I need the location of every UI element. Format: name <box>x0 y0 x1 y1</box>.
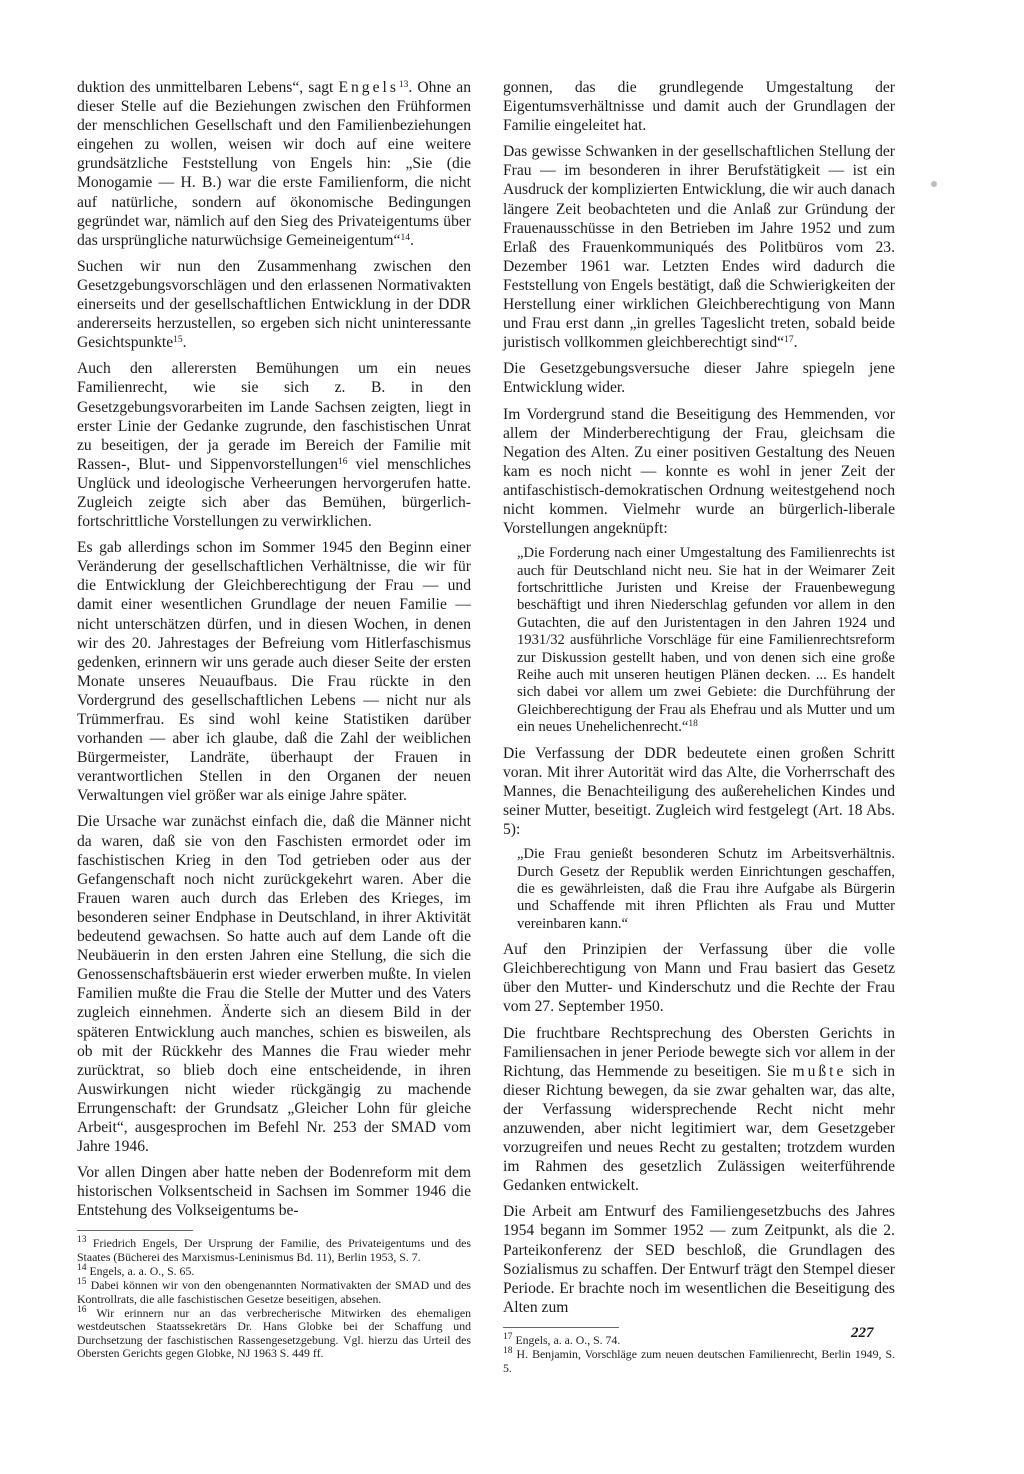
footnote-ref[interactable]: 14 <box>400 232 410 243</box>
block-quote: „Die Frau genießt besonderen Schutz im Arbeitsverhältnis. Durch Gesetz der Republik werden Einrichtungen geschaffen, die es gewährleisten, daß die Frau ihre Aufgabe als Bürgerin und Schaffende mit ihren Pflichten als Frau und Mutter vereinbaren kann.“ <box>517 846 895 932</box>
spaced-name: Engels <box>338 79 399 96</box>
footnote: $^{17}$ Engels, a. a. O., S. 74. <box>503 1331 621 1347</box>
paragraph: Die Gesetzgebungsversuche dieser Jahre spiegeln jene Entwicklung wider. <box>503 360 895 397</box>
footnote: $^{13}$ Friedrich Engels, Der Ursprung der Familie, des Privateigentums und des Staates (Bücherei des Marxismus-Leninismus Bd. 11), Berlin 1953, S. 7. <box>77 1235 471 1264</box>
paragraph: Im Vordergrund stand die Beseitigung des Hemmenden, vor allem der Minderberechtigung der Frau, gleichsam die Negation des Alten. Zu einer positiven Gestaltung des Neuen kam es noch nicht — konnte es wohl in jener Zeit der antifaschistisch-demokratischen Ordnung weitestgehend noch nicht kommen. Vielmehr wurde an bürgerlich-liberale Vorstellungen angeknüpft: <box>503 405 895 538</box>
footnote: $^{18}$ H. Benjamin, Vorschläge zum neuen deutschen Familienrecht, Berlin 1949, S. 5. <box>503 1346 895 1375</box>
footnote-ref[interactable]: 15 <box>173 335 183 346</box>
right-column <box>503 78 895 1376</box>
paragraph: Suchen wir nun den Zusammenhang zwischen den Gesetzgebungsvorschlägen und den erlassenen Normativakten einerseits und der gesellschaftlichen Entwicklung in der DDR andererseits herzustellen, so ergeben sich nicht uninteressante Gesichtspunkte$^{15}$. <box>77 257 471 352</box>
paragraph: Die Arbeit am Entwurf des Familiengesetzbuchs des Jahres 1954 begann im Sommer 1952 — zum Zeitpunkt, als die 2. Parteikonferenz der SED beschloß, die Grundlagen des Sozialismus zu schaffen. Der Entwurf trägt den Stempel dieser Periode. Er brachte noch im wesentlichen die Beseitigung des Alten zum <box>503 1203 895 1316</box>
footnote-ref[interactable]: 13 <box>398 80 409 90</box>
paragraph: Die Verfassung der DDR bedeutete einen großen Schritt voran. Mit ihrer Autorität wird das Alte, die Vorherrschaft des Mannes, die Benachteiligung des außerehelichen Kindes und seiner Mutter, beseitigt. Zugleich wird festgelegt (Art. 18 Abs. 5): <box>503 744 895 838</box>
footnote: $^{14}$ Engels, a. a. O., S. 65. <box>77 1263 195 1279</box>
block-quote: „Die Forderung nach einer Umgestaltung des Familienrechts ist auch für Deutschland nicht neu. Sie hat in der Weimarer Zeit fortschrittliche Juristen und Kreise der Frauenbewegung beschäftigt und ihren Niederschlag gefunden vor allem in den Gutachten, die auf den Juristentagen in den Jahren 1924 und 1931/32 ausführliche Vorschläge für eine Familienrechtsreform zur Diskussion gestellt haben, und von denen sich eine große Reihe auch mit unseren heutigen Plänen decken. ... Es handelt sich dabei vor allem um zwei Gebiete: die Durchführung der Gleichberechtigung der Frau als Ehefrau und als Mutter und um ein neues Unehelichenrecht.“$^{18}$ <box>517 545 895 736</box>
left-column <box>77 78 471 1361</box>
paragraph: gonnen, das die grundlegende Umgestaltung der Eigentumsverhältnisse und damit auch der Grundlagen der Familie eingeleitet hat. <box>503 79 895 135</box>
footnote: $^{15}$ Dabei können wir von den obengenannten Normativakten der SMAD und des Kontrollrats, die alle faschistischen Gesetze beseitigen, absehen. <box>77 1277 471 1306</box>
footnote-divider <box>503 1327 619 1328</box>
paragraph: Auf den Prinzipien der Verfassung über die volle Gleichberechtigung von Mann und Frau basiert das Gesetz über den Mutter- und Kinderschutz und die Rechte der Frau vom 27. September 1950. <box>503 941 895 1016</box>
paragraph: Die fruchtbare Rechtsprechung des Obersten Gerichts in Familiensachen in jener Periode bewegte sich vor allem in der Richtung, das Hemmende zu beseitigen. Sie mußte sich in dieser Richtung bewegen, da sie zwar gehalten war, das alte, der Verfassung widersprechende Recht nicht mehr anzuwenden, aber nicht legitimiert war, dem Gesetzgeber vorzugreifen und neues Recht zu gestalten; trotzdem wurden im Rahmen des gesetzlich Zulässigen weiterführende Gedanken entwickelt. <box>503 1024 896 1195</box>
paragraph: Die Ursache war zunächst einfach die, daß die Männer nicht da waren, daß sie von den Faschisten ermordet oder im faschistischen Krieg in den Tod getrieben oder aus der Gefangenschaft noch nicht zurückgekehrt waren. Aber die Frauen waren auch durch das Erleben des Krieges, im besonderen seiner Endphase in Deutschland, in ihrer Aktivität bedeutend gewachsen. So hatte auch auf dem Lande oft die Neubäuerin in den ersten Jahren eine Stellung, die sich die Genossenschaftsbäuerin erst wieder erwerben mußte. In vielen Familien mußte die Frau die Stelle der Mutter und des Vaters zugleich einnehmen. Änderte sich an diesem Bild in der späteren Entwicklung auch manches, schien es bisweilen, als ob mit der Rückkehr des Mannes die Frau wieder mehr zurücktrat, so blieb doch eine entscheidende, in ihren Auswirkungen nicht wieder rückgängig zu machende Errungenschaft: der Grundsatz „Gleicher Lohn für gleiche Arbeit“, ausgesprochen im Befehl Nr. 253 der SMAD vom Jahre 1946. <box>77 813 471 1156</box>
scan-mark <box>931 181 937 187</box>
footnote-divider <box>77 1230 193 1231</box>
paragraph: Auch den allerersten Bemühungen um ein neues Familienrecht, wie sie sich z. B. in den Gesetzgebungsvorarbeiten im Lande Sachsen zeigten, liegt in erster Linie der Gedanke zugrunde, den faschistischen Unrat zu beseitigen, der ja gerade im Bereich der Familie mit Rassen-, Blut- und Sippenvorstellungen$^{16}$ viel menschliches Unglück und ideologische Verheerungen hervorgerufen hatte. Zugleich zeigte sich aber das Bemühen, bürgerlich-fortschrittliche Vorstellungen zu verwirklichen. <box>77 360 471 531</box>
paragraph: Das gewisse Schwanken in der gesellschaftlichen Stellung der Frau — im besonderen in ihrer Berufstätigkeit — ist ein Ausdruck der komplizierten Entwicklung, die wir auch danach längere Zeit beobachteten und die Anlaß zur Gründung der Frauenausschüsse in den Betrieben im Jahre 1952 und zum Erlaß des Frauenkommuniqués des Politbüros vom 23. Dezember 1961 war. Letzten Endes wird dadurch die Feststellung von Engels bestätigt, daß die Schwierigkeiten der Herstellung einer wirklichen Gleichberechtigung von Mann und Frau erst dann „in grelles Tageslicht treten, sobald beide juristisch vollkommen gleichberechtigt sind“$^{17}$. <box>503 143 895 352</box>
page-number: 227 <box>851 1325 874 1341</box>
footnote: $^{16}$ Wir erinnern nur an das verbrecherische Mitwirken des ehemaligen westdeutschen Staatssekretärs Dr. Hans Globke bei der Schaffung und Durchsetzung der faschistischen Rassengesetzgebung. Vgl. hierzu das Urteil des Obersten Gerichts gegen Globke, NJ 1963 S. 449 ff. <box>77 1304 471 1360</box>
footnote-ref[interactable]: 17 <box>784 335 794 346</box>
paragraph: duktion des unmittelbaren Lebens“, sagt Engels$^{13}$. Ohne an dieser Stelle auf die Beziehungen zwischen den Frühformen der menschlichen Gesellschaft und den Familienbeziehungen eingehen zu wollen, weisen wir doch auf eine weitere grundsätzliche Feststellung von Engels hin: „Sie (die Monogamie — H. B.) war die erste Familienform, die nicht auf natürliche, sondern auf ökonomische Bedingungen gegründet war, nämlich auf den Sieg des Privateigentums über das ursprüngliche naturwüchsige Gemeineigentum“$^{14}$. <box>77 79 471 249</box>
spaced-word: mußte <box>792 1062 847 1080</box>
paragraph: Vor allen Dingen aber hatte neben der Bodenreform mit dem historischen Volksentscheid in Sachsen im Sommer 1946 die Entstehung des Volkseigentums be- <box>77 1164 471 1220</box>
paragraph: Es gab allerdings schon im Sommer 1945 den Beginn einer Veränderung der gesellschaftlichen Verhältnisse, die wir für die Entwicklung der Gleichberechtigung der Frau — und damit einer wesentlichen Grundlage der neuen Familie — nicht unterschätzen dürfen, und in diesen Wochen, in denen wir des 20. Jahrestages der Befreiung vom Hitlerfaschismus gedenken, erinnern wir uns gerade auch dieser Seite der ersten Monate unseres Neuaufbaus. Die Frau rückte in den Vordergrund des gesellschaftlichen Lebens — nicht nur als Trümmerfrau. Es sind wohl keine Statistiken darüber vorhanden — aber ich glaube, daß die Zahl der weiblichen Bürgermeister, Landräte, überhaupt der Frauen in verantwortlichen Stellen in den Organen der neuen Verwaltungen viel größer war als einige Jahre später. <box>77 539 471 805</box>
footnote-ref[interactable]: 18 <box>688 719 698 730</box>
footnote-ref[interactable]: 16 <box>338 456 348 467</box>
